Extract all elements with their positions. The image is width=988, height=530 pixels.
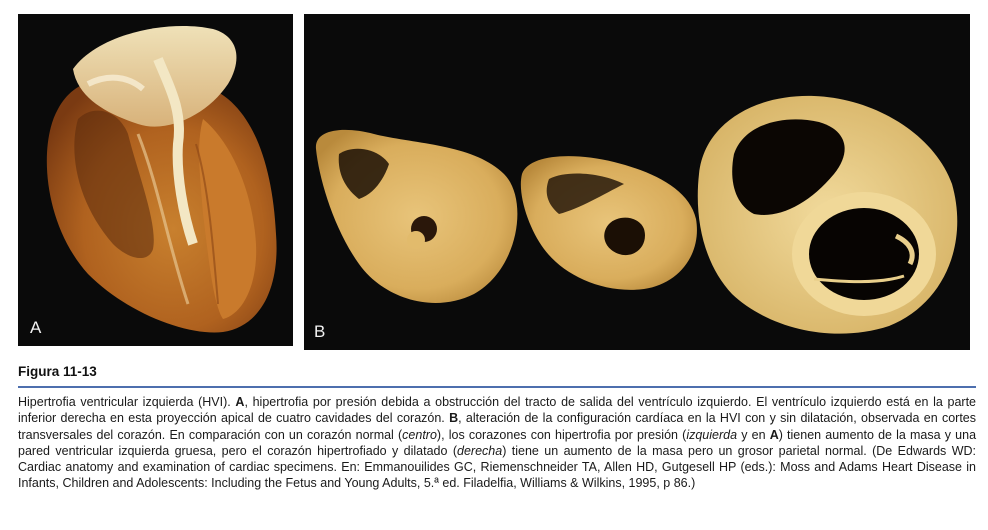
figure-caption xyxy=(18,394,976,492)
caption-text: ), los corazones con hipertrofia por presión ( xyxy=(436,427,687,442)
figure-title: Figura 11-13 xyxy=(18,364,97,379)
caption-ref-a: A xyxy=(769,427,779,442)
heart-four-chamber-illustration xyxy=(18,14,293,346)
caption-text: , hipertrofia por presión debida a obstrucción del tracto de salida del ventrículo izquierdo. El ventrículo izquierdo está en la parte inferior derecha en esta proyección apical de cuatro cavidades del corazón. xyxy=(18,395,977,426)
caption-emphasis: izquierda xyxy=(686,427,738,442)
caption-text: ) tiene un aumento de la masa pero un grosor parietal normal. (De Edwards WD: Cardiac anatomy and examination of cardiac specimens. En: Emmanouilides GC, Riemenschneider TA, Allen HD, Gutgesell HP (eds.): Moss and Adams Heart Disease in Infants, Children and Adolescents: Including the Fetus and Young Adults, 5.ª ed. Filadelfia, Williams & Wilkins, 1995, p 86.) xyxy=(18,443,976,491)
photo-panel-b xyxy=(304,14,970,350)
photo-panel-a xyxy=(18,14,293,346)
caption-ref-a: A xyxy=(235,395,245,409)
caption-text: ) tienen aumento de la masa y una pared ventricular izquierda gruesa, pero el corazón hipertrofiado y dilatado ( xyxy=(18,427,977,458)
caption-text: , alteración de la configuración cardíaca en la HVI con y sin dilatación, observada en cortes transversales del corazón. En comparación con un corazón normal ( xyxy=(18,411,977,442)
caption-ref-b: B xyxy=(449,411,459,426)
caption-text: Hipertrofia ventricular izquierda (HVI). xyxy=(18,395,236,409)
panel-label-a: A xyxy=(30,318,42,337)
caption-text: y en xyxy=(737,427,770,442)
caption-divider xyxy=(18,386,976,388)
caption-emphasis: centro xyxy=(402,427,437,442)
heart-cross-sections-illustration xyxy=(304,14,970,350)
caption-emphasis: derecha xyxy=(457,443,503,458)
panel-label-b: B xyxy=(314,322,326,341)
